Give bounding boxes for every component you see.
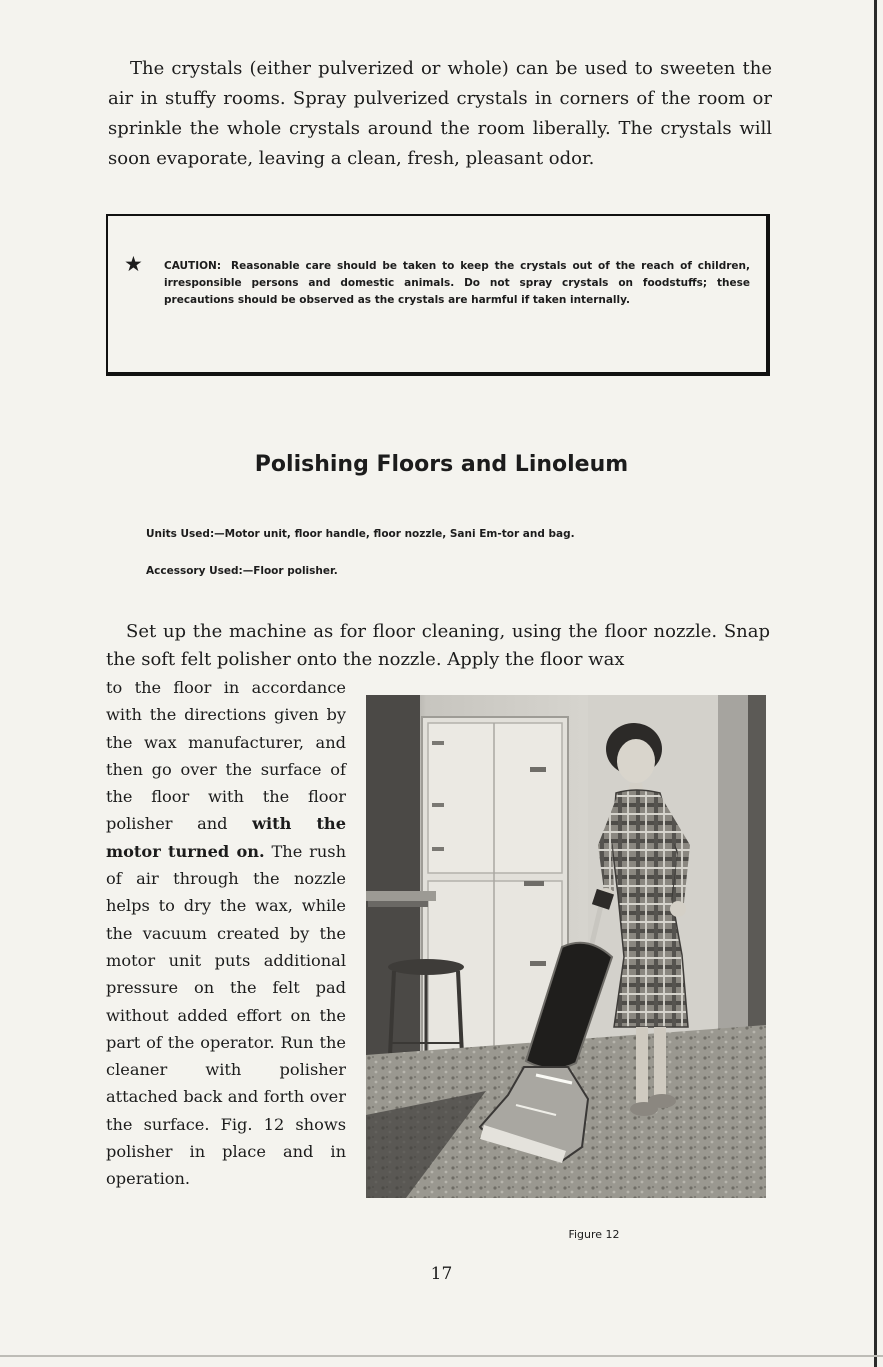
figure-caption: Figure 12: [568, 1228, 620, 1241]
page-number: 17: [430, 1264, 453, 1284]
caution-label: CAUTION:: [164, 260, 222, 272]
body-text-emphasis: with the motor turned on.: [106, 814, 347, 861]
section-title: Polishing Floors and Linoleum: [254, 452, 629, 477]
page-edge-shadow: [874, 0, 877, 1367]
accessory-used-line: Accessory Used:—Floor polisher.: [146, 565, 338, 577]
body-column-text: [106, 674, 346, 1193]
caution-text: [164, 258, 750, 309]
units-used-line: Units Used:—Motor unit, floor handle, floor nozzle, Sani Em-tor and bag.: [146, 528, 575, 540]
intro-paragraph: The crystals (either pulverized or whole) can be used to sweeten the air in stuffy rooms. Spray pulverized crystals in corners of the room or sprinkle the whole crystals around the room liberally. The crystals will soon evaporate, leaving a clean, fresh, pleasant odor.: [108, 58, 772, 169]
figure-12-photo: [366, 695, 766, 1198]
body-text-part-b: The rush of air through the nozzle helps to dry the wax, while the vacuum created by the motor unit puts additional pressure on the felt pad without added effort on the part of the operator. Run the cleaner with polisher attached back and forth over the surface. Fig. 12 shows polisher in place and in operation.: [106, 841, 346, 1189]
body-intro-text: Set up the machine as for floor cleaning, using the floor nozzle. Snap the soft felt polisher onto the nozzle. Apply the floor wax: [106, 621, 770, 670]
body-text-part-a: to the floor in accordance with the directions given by the wax manufacturer, and then go over the surface of the floor with the floor polisher and: [106, 678, 346, 834]
caution-box: [106, 214, 770, 376]
caution-body: Reasonable care should be taken to keep the crystals out of the reach of children, irresponsible persons and domestic animals. Do not spray crystals on foodstuffs; these precautions should be observed as the crystals are harmful if taken internally.: [164, 260, 750, 306]
star-icon: ★: [124, 252, 143, 276]
page-bottom-edge: [0, 1355, 883, 1357]
